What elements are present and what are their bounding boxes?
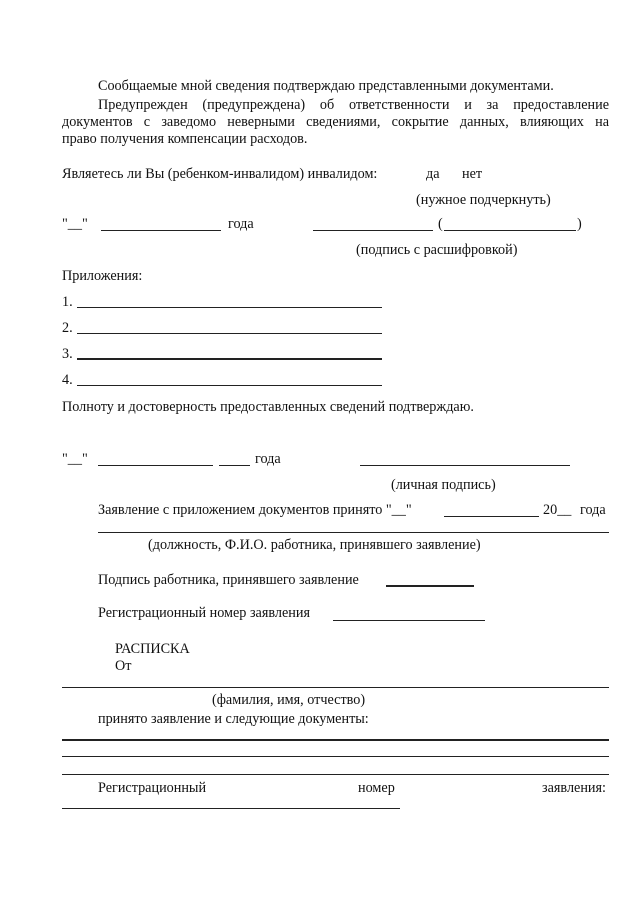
responsibility-line-3: право получения компенсации расходов. — [62, 131, 308, 147]
attachments-heading: Приложения: — [62, 268, 143, 284]
application-received-text: Заявление с приложением документов принято "__" — [98, 502, 412, 518]
receipt-fio-line[interactable] — [62, 687, 609, 688]
receipt-documents-line-3[interactable] — [62, 774, 609, 775]
attachment-number-2: 2. — [62, 320, 73, 336]
receipt-from-label: От — [115, 658, 132, 674]
personal-signature-line[interactable] — [360, 465, 570, 466]
receipt-accepted-text: принято заявление и следующие документы: — [98, 711, 369, 727]
signature-decode-line-1[interactable] — [444, 230, 576, 231]
responsibility-line-1: Предупрежден (предупреждена) об ответственности и за предоставление — [98, 97, 609, 113]
received-month-line[interactable] — [444, 516, 539, 517]
attachment-number-3: 3. — [62, 346, 73, 362]
responsibility-line-2: документов с заведомо неверными сведениями, сокрытие данных, влияющих на — [62, 114, 609, 130]
attachment-line-1[interactable] — [77, 307, 382, 308]
date-month-line-1[interactable] — [101, 230, 221, 231]
attachment-line-4[interactable] — [77, 385, 382, 386]
received-by-line[interactable] — [98, 532, 609, 533]
signature-line-1[interactable] — [313, 230, 433, 231]
disability-yes-option[interactable]: да — [426, 166, 440, 182]
worker-signature-line[interactable] — [386, 585, 474, 587]
disability-no-option[interactable]: нет — [462, 166, 483, 182]
worker-signature-label: Подпись работника, принявшего заявление — [98, 572, 359, 588]
date-day-1: "__" — [62, 216, 88, 232]
paren-close: ) — [577, 216, 582, 232]
receipt-documents-line-1[interactable] — [62, 739, 609, 741]
receipt-fio-caption: (фамилия, имя, отчество) — [212, 692, 366, 708]
date-day-2: "__" — [62, 451, 88, 467]
attachment-line-2[interactable] — [77, 333, 382, 334]
registration-number-label: Регистрационный номер заявления — [98, 605, 310, 621]
attachment-number-1: 1. — [62, 294, 73, 310]
disability-question: Являетесь ли Вы (ребенком-инвалидом) инвалидом: — [62, 166, 378, 182]
personal-signature-caption: (личная подпись) — [391, 477, 496, 493]
completeness-confirmation: Полноту и достоверность предоставленных сведений подтверждаю. — [62, 399, 474, 415]
registration-number-line[interactable] — [333, 620, 485, 621]
date-year-line-2[interactable] — [219, 465, 250, 466]
received-year-word: года — [580, 502, 606, 518]
date-year-word-2: года — [255, 451, 281, 467]
receipt-registration-number-line[interactable] — [62, 808, 400, 809]
received-year-prefix: 20__ — [543, 502, 572, 518]
paren-open: ( — [438, 216, 443, 232]
receipt-reg-word-3: заявления: — [542, 780, 606, 796]
received-by-caption: (должность, Ф.И.О. работника, принявшего заявление) — [148, 537, 481, 553]
attachment-line-3[interactable] — [77, 358, 382, 360]
receipt-reg-word-1: Регистрационный — [98, 780, 207, 796]
receipt-title: РАСПИСКА — [115, 641, 190, 657]
signature-caption-1: (подпись с расшифровкой) — [356, 242, 518, 258]
disability-hint: (нужное подчеркнуть) — [416, 192, 551, 208]
receipt-reg-word-2: номер — [358, 780, 395, 796]
date-year-word-1: года — [228, 216, 254, 232]
attachment-number-4: 4. — [62, 372, 73, 388]
statement-confirm-documents: Сообщаемые мной сведения подтверждаю представленными документами. — [98, 78, 554, 94]
receipt-documents-line-2[interactable] — [62, 756, 609, 757]
date-month-line-2[interactable] — [98, 465, 213, 466]
